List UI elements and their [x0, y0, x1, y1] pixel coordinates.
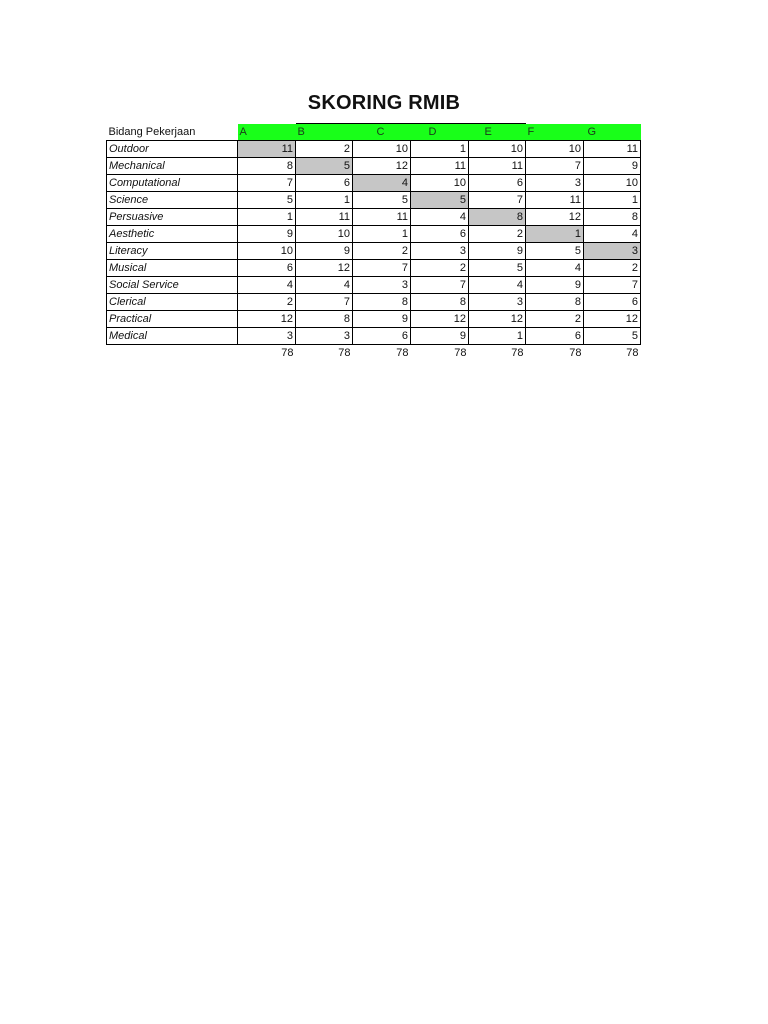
score-cell-e: 2 — [469, 226, 526, 243]
score-cell-c: 2 — [353, 243, 411, 260]
score-cell-a: 10 — [238, 243, 296, 260]
score-cell-f: 1 — [526, 226, 584, 243]
row-label: Outdoor — [107, 141, 238, 158]
score-cell-e: 10 — [469, 141, 526, 158]
total-cell-d: 78 — [454, 347, 467, 359]
score-cell-c: 8 — [353, 294, 411, 311]
score-cell-e: 5 — [469, 260, 526, 277]
score-cell-c: 12 — [353, 158, 411, 175]
row-label: Medical — [107, 328, 238, 345]
row-label: Clerical — [107, 294, 238, 311]
table-row — [107, 311, 641, 328]
scoring-table — [106, 123, 641, 361]
score-cell-g: 12 — [584, 311, 641, 328]
score-cell-g: 7 — [584, 277, 641, 294]
score-cell-e: 4 — [469, 277, 526, 294]
score-cell-d: 8 — [411, 294, 469, 311]
score-cell-a: 3 — [238, 328, 296, 345]
score-cell-f: 6 — [526, 328, 584, 345]
score-cell-b: 12 — [296, 260, 353, 277]
score-cell-d: 5 — [411, 192, 469, 209]
totals-label-cell — [107, 345, 238, 362]
score-cell-g: 2 — [584, 260, 641, 277]
score-cell-a: 8 — [238, 158, 296, 175]
score-cell-d: 11 — [411, 158, 469, 175]
score-cell-e: 6 — [469, 175, 526, 192]
score-cell-f: 3 — [526, 175, 584, 192]
row-label: Computational — [107, 175, 238, 192]
score-cell-a: 11 — [238, 141, 296, 158]
row-label: Science — [107, 192, 238, 209]
score-cell-e: 12 — [469, 311, 526, 328]
score-cell-f: 11 — [526, 192, 584, 209]
score-cell-f: 10 — [526, 141, 584, 158]
total-cell-e: 78 — [511, 347, 524, 359]
score-cell-d: 2 — [411, 260, 469, 277]
score-cell-d: 1 — [411, 141, 469, 158]
table-row — [107, 226, 641, 243]
score-cell-a: 5 — [238, 192, 296, 209]
score-cell-a: 12 — [238, 311, 296, 328]
table-row — [107, 243, 641, 260]
row-label: Persuasive — [107, 209, 238, 226]
column-header-c: C — [353, 124, 411, 141]
table-row — [107, 175, 641, 192]
score-cell-a: 1 — [238, 209, 296, 226]
row-label: Mechanical — [107, 158, 238, 175]
score-cell-f: 9 — [526, 277, 584, 294]
score-cell-b: 8 — [296, 311, 353, 328]
score-cell-f: 4 — [526, 260, 584, 277]
column-header-f: F — [526, 124, 584, 141]
score-cell-f: 7 — [526, 158, 584, 175]
column-header-e: E — [469, 124, 526, 141]
score-cell-g: 9 — [584, 158, 641, 175]
score-cell-e: 9 — [469, 243, 526, 260]
table-row — [107, 328, 641, 345]
score-cell-f: 2 — [526, 311, 584, 328]
score-cell-g: 4 — [584, 226, 641, 243]
row-label: Literacy — [107, 243, 238, 260]
table-row — [107, 277, 641, 294]
score-cell-c: 9 — [353, 311, 411, 328]
table-row — [107, 158, 641, 175]
score-cell-c: 3 — [353, 277, 411, 294]
score-cell-f: 8 — [526, 294, 584, 311]
score-cell-b: 10 — [296, 226, 353, 243]
score-cell-c: 7 — [353, 260, 411, 277]
score-cell-e: 11 — [469, 158, 526, 175]
score-cell-a: 4 — [238, 277, 296, 294]
column-header-b: B — [296, 124, 353, 141]
score-cell-g: 10 — [584, 175, 641, 192]
score-cell-g: 5 — [584, 328, 641, 345]
score-cell-e: 1 — [469, 328, 526, 345]
table-body — [107, 141, 641, 345]
score-cell-c: 5 — [353, 192, 411, 209]
score-cell-d: 10 — [411, 175, 469, 192]
score-cell-c: 4 — [353, 175, 411, 192]
table-row — [107, 192, 641, 209]
score-cell-g: 1 — [584, 192, 641, 209]
score-cell-a: 9 — [238, 226, 296, 243]
score-cell-b: 5 — [296, 158, 353, 175]
score-cell-a: 6 — [238, 260, 296, 277]
score-cell-c: 11 — [353, 209, 411, 226]
score-cell-c: 6 — [353, 328, 411, 345]
score-cell-e: 8 — [469, 209, 526, 226]
score-cell-e: 7 — [469, 192, 526, 209]
score-cell-b: 7 — [296, 294, 353, 311]
page-title: SKORING RMIB — [307, 92, 461, 114]
score-cell-b: 2 — [296, 141, 353, 158]
score-cell-g: 11 — [584, 141, 641, 158]
table-row — [107, 141, 641, 158]
total-cell-c: 78 — [396, 347, 409, 359]
row-label: Musical — [107, 260, 238, 277]
score-cell-a: 7 — [238, 175, 296, 192]
total-cell-g: 78 — [626, 347, 639, 359]
score-cell-g: 6 — [584, 294, 641, 311]
score-cell-d: 12 — [411, 311, 469, 328]
score-cell-d: 4 — [411, 209, 469, 226]
row-label: Practical — [107, 311, 238, 328]
header-row — [107, 124, 641, 141]
score-cell-b: 6 — [296, 175, 353, 192]
score-cell-f: 5 — [526, 243, 584, 260]
column-header-a: A — [238, 124, 296, 141]
column-header-bidang-pekerjaan: Bidang Pekerjaan — [107, 124, 238, 141]
score-cell-d: 7 — [411, 277, 469, 294]
score-cell-c: 1 — [353, 226, 411, 243]
table-row — [107, 260, 641, 277]
score-cell-d: 6 — [411, 226, 469, 243]
score-cell-f: 12 — [526, 209, 584, 226]
score-cell-b: 3 — [296, 328, 353, 345]
total-cell-a: 78 — [281, 347, 294, 359]
score-cell-g: 8 — [584, 209, 641, 226]
score-cell-a: 2 — [238, 294, 296, 311]
score-cell-b: 11 — [296, 209, 353, 226]
score-cell-b: 4 — [296, 277, 353, 294]
score-cell-e: 3 — [469, 294, 526, 311]
table-row — [107, 294, 641, 311]
row-label: Aesthetic — [107, 226, 238, 243]
table-row — [107, 209, 641, 226]
score-cell-b: 1 — [296, 192, 353, 209]
row-label: Social Service — [107, 277, 238, 294]
score-cell-g: 3 — [584, 243, 641, 260]
score-cell-d: 3 — [411, 243, 469, 260]
total-cell-f: 78 — [569, 347, 582, 359]
totals-row — [107, 345, 641, 362]
total-cell-b: 78 — [338, 347, 351, 359]
score-cell-c: 10 — [353, 141, 411, 158]
score-cell-d: 9 — [411, 328, 469, 345]
column-header-g: G — [584, 124, 641, 141]
score-cell-b: 9 — [296, 243, 353, 260]
column-header-d: D — [411, 124, 469, 141]
